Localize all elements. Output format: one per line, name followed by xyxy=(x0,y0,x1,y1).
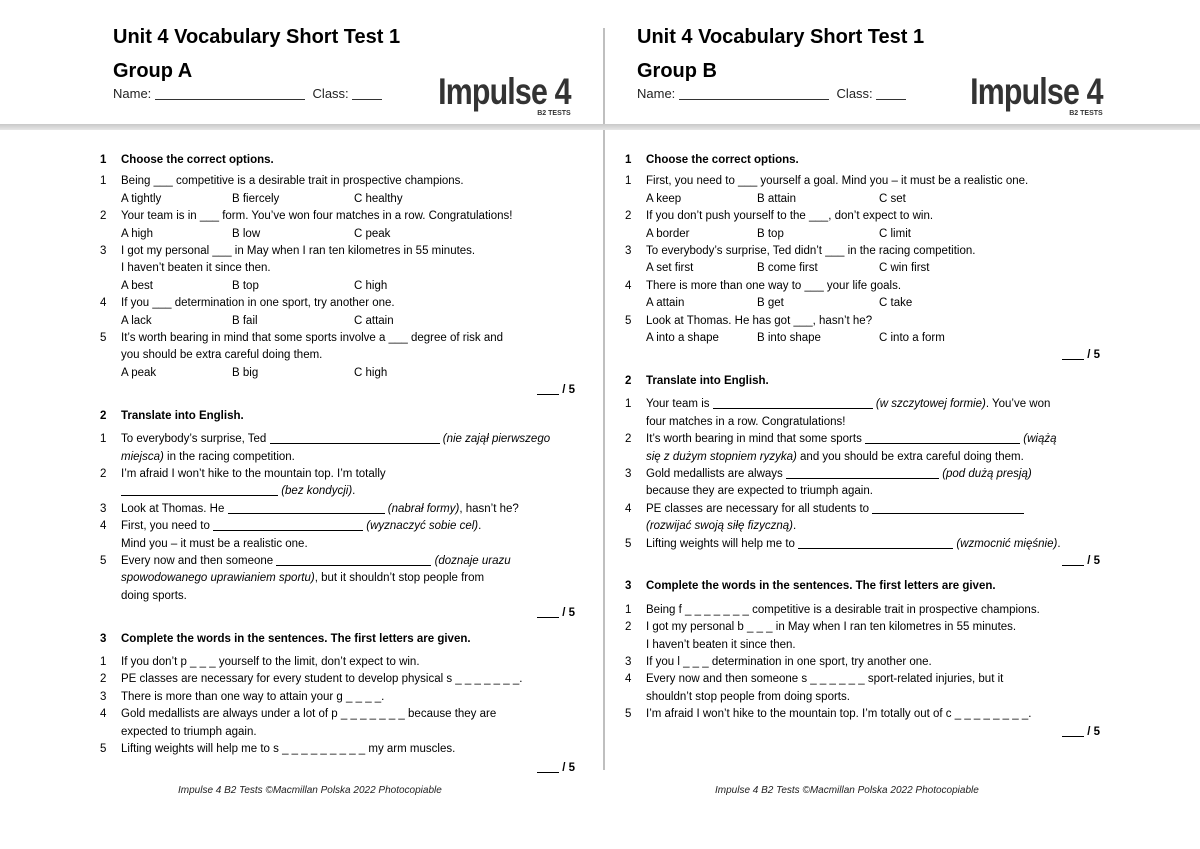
score-box[interactable]: / 5 xyxy=(100,382,580,399)
footer-copyright: Impulse 4 B2 Tests ©Macmillan Polska 2022 Photocopiable xyxy=(178,785,442,796)
section-title: 3 Complete the words in the sentences. The first letters are given. xyxy=(100,632,471,645)
translation-item: 1 To everybody’s surprise, Ted (nie zajął pierwszego miejsca) in the racing competition. xyxy=(100,433,551,463)
translation-item: 5 Lifting weights will help me to (wzmocnić mięśnie). xyxy=(625,537,1061,550)
header-rule xyxy=(0,124,1200,130)
completion-item: 3 If you l _ _ _ determination in one sport, try another one. xyxy=(625,655,932,668)
section-title: 3 Complete the words in the sentences. The first letters are given. xyxy=(625,580,996,593)
column-divider xyxy=(603,28,605,770)
score-box[interactable]: / 5 xyxy=(625,553,1105,570)
class-label: Class: xyxy=(312,86,349,101)
translation-item: 4 PE classes are necessary for all students to (rozwijać swoją siłę fizyczną). xyxy=(625,501,1105,536)
translation-item: 2 It’s worth bearing in mind that some sports (wiążą się z dużym stopniem ryzyka) and you should be extra careful doing them. xyxy=(625,433,1057,463)
completion-item: 4 Gold medallists are always under a lot of p _ _ _ _ _ _ _ because they are expected to triumph again. xyxy=(100,708,497,738)
completion-item: 4 Every now and then someone s _ _ _ _ _ _ sport-related injuries, but it shouldn’t stop people from doing sports. xyxy=(625,673,1004,703)
answer-blank[interactable] xyxy=(270,432,440,444)
score-box[interactable]: / 5 xyxy=(100,760,580,777)
answer-blank[interactable] xyxy=(798,537,953,549)
footer-copyright: Impulse 4 B2 Tests ©Macmillan Polska 2022 Photocopiable xyxy=(715,785,979,796)
answer-options[interactable]: A into a shape B into shape C into a form xyxy=(646,332,945,345)
logo-sub: B2 TESTS xyxy=(537,110,571,117)
answer-options[interactable]: A set first B come first C win first xyxy=(646,262,930,275)
question-item: 1 Being ___ competitive is a desirable trait in prospective champions. xyxy=(100,175,464,188)
completion-item: 1 If you don’t p _ _ _ yourself to the limit, don’t expect to win. xyxy=(100,655,420,668)
group-b-body xyxy=(625,150,1105,741)
question-item: 4 If you ___ determination in one sport, try another one. xyxy=(100,297,395,310)
group-title: Group A xyxy=(113,60,193,82)
answer-blank[interactable] xyxy=(713,397,873,409)
translation-item: 1 Your team is (w szczytowej formie). You’ve won four matches in a row. Congratulations! xyxy=(625,398,1051,428)
answer-blank[interactable] xyxy=(121,484,278,496)
completion-item: 3 There is more than one way to attain your g _ _ _ _. xyxy=(100,690,385,703)
section-title: 1 Choose the correct options. xyxy=(625,154,799,166)
section-title: 1 Choose the correct options. xyxy=(100,154,274,166)
class-field[interactable] xyxy=(876,88,906,100)
question-item: 3 I got my personal ___ in May when I ran ten kilometres in 55 minutes. I haven’t beaten it since then. xyxy=(100,245,476,275)
translation-item: 3 Gold medallists are always (pod dużą presją) because they are expected to triumph again. xyxy=(625,467,1032,498)
name-label: Name: xyxy=(113,86,152,101)
logo-sub: B2 TESTS xyxy=(1069,110,1103,117)
group-a-body xyxy=(100,150,580,778)
question-item: 2 If you don’t push yourself to the ___, don’t expect to win. xyxy=(625,210,934,223)
answer-options[interactable]: A best B top C high xyxy=(121,279,388,292)
translation-item: 4 First, you need to (wyznaczyć sobie cel). Mind you – it must be a realistic one. xyxy=(100,520,482,550)
name-field[interactable] xyxy=(679,88,829,100)
answer-options[interactable]: A lack B fail C attain xyxy=(121,314,394,327)
completion-item: 5 I’m afraid I won’t hike to the mountain top. I’m totally out of c _ _ _ _ _ _ _ _. xyxy=(625,708,1032,721)
answer-options[interactable]: A peak B big C high xyxy=(121,366,388,379)
logo-word: Impulse 4 xyxy=(970,71,1103,112)
completion-item: 2 PE classes are necessary for every student to develop physical s _ _ _ _ _ _ _. xyxy=(100,673,523,686)
group-a-header xyxy=(113,24,593,124)
class-label: Class: xyxy=(836,86,873,101)
answer-blank[interactable] xyxy=(786,467,939,479)
question-item: 3 To everybody’s surprise, Ted didn’t ___ in the racing competition. xyxy=(625,245,976,258)
group-title: Group B xyxy=(637,60,717,82)
translation-item: 2 I’m afraid I won’t hike to the mountain top. I’m totally (bez kondycji). xyxy=(100,467,386,498)
question-item: 2 Your team is in ___ form. You’ve won four matches in a row. Congratulations! xyxy=(100,210,513,223)
class-field[interactable] xyxy=(352,88,382,100)
answer-blank[interactable] xyxy=(228,502,385,514)
answer-options[interactable]: A tightly B fiercely C healthy xyxy=(121,192,403,205)
completion-item: 5 Lifting weights will help me to s _ _ _ _ _ _ _ _ _ my arm muscles. xyxy=(100,743,456,755)
impulse-logo xyxy=(941,71,1103,117)
name-field[interactable] xyxy=(155,88,305,100)
answer-blank[interactable] xyxy=(213,519,363,531)
score-box[interactable]: / 5 xyxy=(625,724,1105,741)
answer-options[interactable]: A keep B attain C set xyxy=(646,192,906,205)
logo-word: Impulse 4 xyxy=(438,71,571,112)
translation-item: 5 Every now and then someone (doznaje urazu spowodowanego uprawianiem sportu), but it shouldn’t stop people from doing sports. xyxy=(100,554,511,602)
section-title: 2 Translate into English. xyxy=(100,409,244,422)
completion-item: 2 I got my personal b _ _ _ in May when I ran ten kilometres in 55 minutes. I haven’t beaten it since then. xyxy=(625,621,1017,651)
unit-title: Unit 4 Vocabulary Short Test 1 xyxy=(637,26,925,48)
question-item: 1 First, you need to ___ yourself a goal. Mind you – it must be a realistic one. xyxy=(625,175,1029,188)
question-item: 4 There is more than one way to ___ your life goals. xyxy=(625,279,902,292)
answer-blank[interactable] xyxy=(872,502,1024,514)
group-b-header xyxy=(637,24,1117,124)
question-item: 5 It’s worth bearing in mind that some sports involve a ___ degree of risk and you should be extra careful doing them. xyxy=(100,332,504,362)
completion-item: 1 Being f _ _ _ _ _ _ _ competitive is a desirable trait in prospective champions. xyxy=(625,603,1040,616)
score-box[interactable]: / 5 xyxy=(625,347,1105,364)
answer-blank[interactable] xyxy=(276,554,431,566)
impulse-logo xyxy=(409,71,571,117)
score-box[interactable]: / 5 xyxy=(100,605,580,622)
name-label: Name: xyxy=(637,86,676,101)
answer-blank[interactable] xyxy=(865,432,1020,444)
unit-title: Unit 4 Vocabulary Short Test 1 xyxy=(113,26,401,48)
section-title: 2 Translate into English. xyxy=(625,374,769,387)
answer-options[interactable]: A border B top C limit xyxy=(646,227,911,240)
answer-options[interactable]: A high B low C peak xyxy=(121,227,391,240)
answer-options[interactable]: A attain B get C take xyxy=(646,297,913,310)
translation-item: 3 Look at Thomas. He (nabrał formy), hasn’t he? xyxy=(100,502,519,515)
question-item: 5 Look at Thomas. He has got ___, hasn’t he? xyxy=(625,314,873,327)
